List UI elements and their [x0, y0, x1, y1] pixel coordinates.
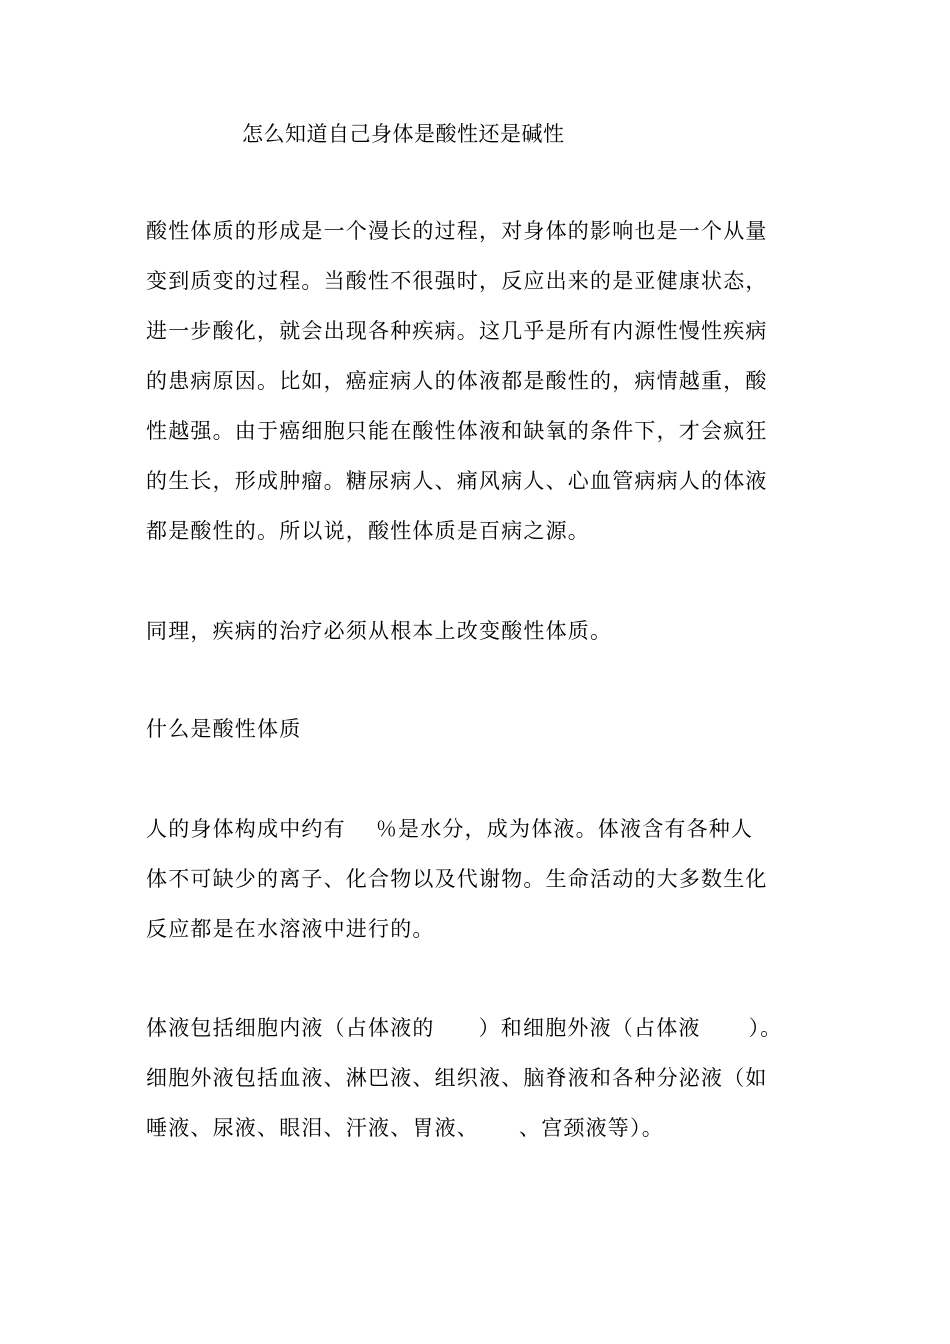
paragraph-line: 的患病原因。比如，癌症病人的体液都是酸性的，病情越重，酸: [146, 369, 768, 393]
text-segment: 唾液、尿液、眼泪、汗液、胃液、: [146, 1116, 479, 1140]
section-heading-what-is-acidic: [146, 704, 811, 754]
paragraph-body-fluid-types: [146, 1003, 811, 1153]
paragraph-line: [146, 804, 811, 854]
paragraph-line: 变到质变的过程。当酸性不很强时，反应出来的是亚健康状态，: [146, 269, 768, 293]
paragraph-line: 细胞外液包括血液、淋巴液、组织液、脑脊液和各种分泌液（如: [146, 1066, 768, 1090]
paragraph-line: 性越强。由于癌细胞只能在酸性体液和缺氧的条件下，才会疯狂: [146, 419, 768, 443]
text-segment: ％是水分，成为体液。体液含有各种人: [375, 817, 754, 841]
section-heading: 什么是酸性体质: [146, 717, 302, 741]
paragraph-line: 进一步酸化，就会出现各种疾病。这几乎是所有内源性慢性疾病: [146, 319, 768, 343]
document-title: 怎么知道自己身体是酸性还是碱性: [242, 122, 565, 146]
paragraph-line: 体不可缺少的离子、化合物以及代谢物。生命活动的大多数生化: [146, 867, 768, 891]
text-segment: 体液包括细胞内液（占体液的: [146, 1016, 435, 1040]
paragraph-line: 酸性体质的形成是一个漫长的过程，对身体的影响也是一个从量: [146, 219, 768, 243]
paragraph-line: [146, 1103, 811, 1153]
paragraph-line: 反应都是在水溶液中进行的。: [146, 917, 435, 941]
text-segment: 、宫颈液等）。: [519, 1116, 664, 1140]
paragraph-line: 都是酸性的。所以说，酸性体质是百病之源。: [146, 519, 590, 543]
text-segment: ）和细胞外液（占体液: [478, 1016, 701, 1040]
text-segment: 人的身体构成中约有: [146, 817, 346, 841]
paragraph-line: [146, 1003, 811, 1053]
paragraph-line: 的生长，形成肿瘤。糖尿病人、痛风病人、心血管病病人的体液: [146, 469, 768, 493]
paragraph-treatment: [146, 606, 811, 656]
paragraph-line: 同理，疾病的治疗必须从根本上改变酸性体质。: [146, 619, 613, 643]
text-segment: ）。: [748, 1016, 783, 1040]
paragraph-acidic-constitution-formation: [146, 206, 811, 556]
paragraph-body-fluid-composition: [146, 804, 811, 954]
